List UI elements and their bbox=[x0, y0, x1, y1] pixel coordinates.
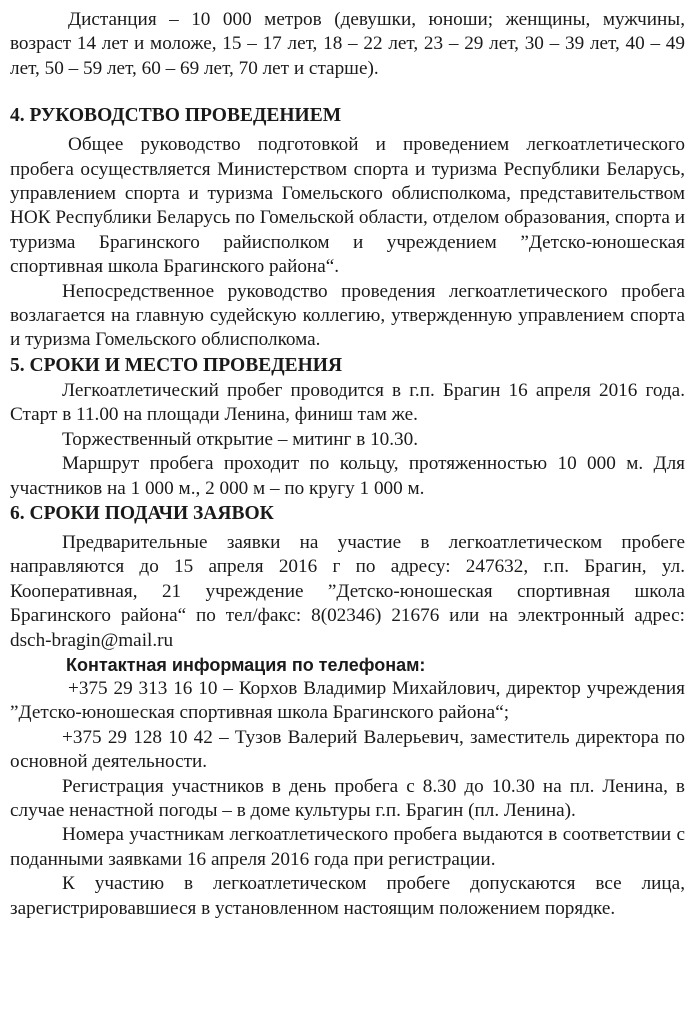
section-heading-management: 4. РУКОВОДСТВО ПРОВЕДЕНИЕМ bbox=[10, 105, 342, 127]
contact-director: +375 29 313 16 10 – Корхов Владимир Михайлович, директор учреждения ”Детско-юношеская спортивная школа Брагинского района“; bbox=[10, 677, 685, 724]
paragraph-general-management: Общее руководство подготовкой и проведением легкоатлетического пробега осуществляется Министерством спорта и туризма Республики Беларусь, управлением спорта и туризма Гомельского облисполкома, представительством НОК Республики Беларусь по Гомельской области, отделом образования, спорта и туризма Брагинского райисполком и учреждением ”Детско-юношеская спортивная школа Брагинского района“. bbox=[10, 134, 685, 278]
section-applications bbox=[10, 501, 685, 921]
distance-paragraph: Дистанция – 10 000 метров (девушки, юноши; женщины, мужчины, возраст 14 лет и моложе, 15 – 17 лет, 18 – 22 лет, 23 – 29 лет, 30 – 39 лет, 40 – 49 лет, 50 – 59 лет, 60 – 69 лет, 70 лет и старше). bbox=[10, 9, 685, 79]
paragraph-direct-management: Непосредственное руководство проведения легкоатлетического пробега возлагается на главную судейскую коллегию, утвержденную управлением спорта и туризма Гомельского облисполкома. bbox=[10, 280, 685, 351]
paragraph-numbers: Номера участникам легкоатлетического пробега выдаются в соответствии с поданными заявками 16 апреля 2016 года при регистрации. bbox=[10, 824, 685, 870]
paragraph-route: Маршрут пробега проходит по кольцу, протяженностью 10 000 м. Для участников на 1 000 м., 2 000 м – по кругу 1 000 м. bbox=[10, 453, 685, 499]
section-management bbox=[10, 103, 685, 353]
paragraph-opening: Торжественный открытие – митинг в 10.30. bbox=[62, 428, 419, 450]
section-date-place bbox=[10, 353, 685, 501]
paragraph-registration: Регистрация участников в день пробега с 8.30 до 10.30 на пл. Ленина, в случае ненастной погоды – в доме культуры г.п. Брагин (пл. Ленина). bbox=[10, 775, 685, 821]
section-heading-date-place: 5. СРОКИ И МЕСТО ПРОВЕДЕНИЯ bbox=[10, 354, 343, 376]
paragraph-date-start: Легкоатлетический пробег проводится в г.п. Брагин 16 апреля 2016 года. Старт в 11.00 на площади Ленина, финиш там же. bbox=[10, 379, 685, 426]
paragraph-preliminary-applications: Предварительные заявки на участие в легкоатлетическом пробеге направляются до 15 апреля 2016 г по адресу: 247632, г.п. Брагин, ул. Кооперативная, 21 учреждение ”Детско-юношеская спортивная школа Брагинского района“ по тел/факс: 8(02346) 21676 или на электронный адрес: dsch-bragin@mail.ru bbox=[10, 531, 685, 651]
contacts-heading: Контактная информация по телефонам: bbox=[66, 654, 426, 675]
contact-deputy: +375 29 128 10 42 – Тузов Валерий Валерьевич, заместитель директора по основной деятельности. bbox=[10, 726, 685, 773]
paragraph-admission: К участию в легкоатлетическом пробеге допускаются все лица, зарегистрировавшиеся в установленном настоящим положением порядке. bbox=[10, 873, 685, 919]
section-heading-applications: 6. СРОКИ ПОДАЧИ ЗАЯВОК bbox=[10, 502, 274, 524]
